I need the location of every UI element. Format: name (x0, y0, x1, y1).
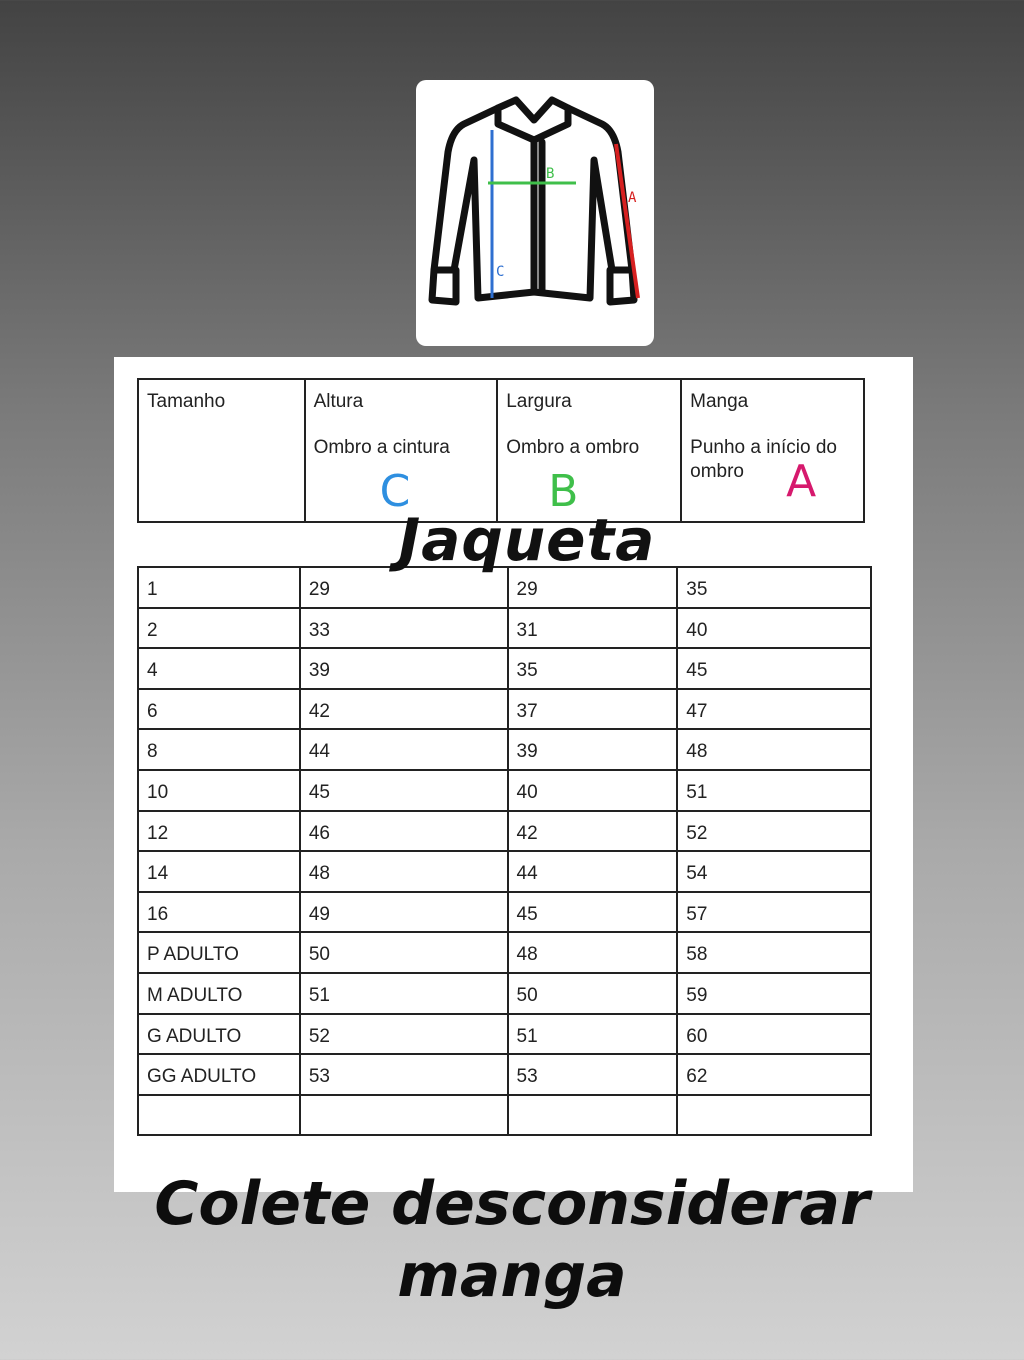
table-cell: 39 (508, 729, 678, 770)
table-cell: 52 (300, 1014, 508, 1055)
header-subtitle: Ombro a cintura (313, 437, 450, 458)
measure-label-c: C (496, 264, 505, 280)
table-cell: 4 (138, 648, 300, 689)
table-cell: 51 (508, 1014, 678, 1055)
table-row (138, 811, 871, 852)
table-cell: 53 (300, 1054, 508, 1095)
table-cell: 16 (138, 892, 300, 933)
footer-line-2: manga (397, 1241, 627, 1311)
table-cell: 12 (138, 811, 300, 852)
measure-label-a: A (628, 190, 637, 206)
table-cell: 29 (300, 567, 508, 608)
table-cell: 45 (677, 648, 871, 689)
table-cell: 62 (677, 1054, 871, 1095)
table-cell: 39 (300, 648, 508, 689)
header-title: Largura (506, 391, 572, 412)
page-title: Jaqueta (398, 506, 656, 574)
table-cell: 48 (300, 851, 508, 892)
table-cell (677, 1095, 871, 1136)
footer-note (0, 1168, 1024, 1312)
table-cell: 54 (677, 851, 871, 892)
table-cell: 45 (508, 892, 678, 933)
table-cell: GG ADULTO (138, 1054, 300, 1095)
size-chart-sheet (114, 357, 913, 1192)
table-cell: 35 (677, 567, 871, 608)
table-cell: 58 (677, 932, 871, 973)
table-cell (300, 1095, 508, 1136)
header-cell-size (138, 379, 305, 522)
table-cell: P ADULTO (138, 932, 300, 973)
table-cell: 35 (508, 648, 678, 689)
table-cell: 50 (300, 932, 508, 973)
table-cell: 48 (677, 729, 871, 770)
table-cell: 60 (677, 1014, 871, 1055)
table-cell: 50 (508, 973, 678, 1014)
table-cell: 52 (677, 811, 871, 852)
table-cell: 6 (138, 689, 300, 730)
table-cell: 42 (508, 811, 678, 852)
jacket-illustration-card (416, 80, 654, 346)
table-cell: 42 (300, 689, 508, 730)
table-cell: 47 (677, 689, 871, 730)
header-title: Tamanho (147, 391, 226, 412)
table-cell: 48 (508, 932, 678, 973)
table-cell: 45 (300, 770, 508, 811)
table-cell (138, 1095, 300, 1136)
header-cell-height (305, 379, 498, 522)
table-cell: 53 (508, 1054, 678, 1095)
table-row (138, 892, 871, 933)
table-cell: 59 (677, 973, 871, 1014)
table-row (138, 932, 871, 973)
header-subtitle: Ombro a ombro (506, 437, 640, 458)
table-cell (508, 1095, 678, 1136)
table-row (138, 1014, 871, 1055)
table-cell: 2 (138, 608, 300, 649)
measure-line-a (616, 144, 638, 298)
table-cell: 1 (138, 567, 300, 608)
size-data-table (137, 566, 872, 1136)
table-cell: 51 (300, 973, 508, 1014)
header-cell-width (497, 379, 681, 522)
table-cell: 29 (508, 567, 678, 608)
table-cell: 10 (138, 770, 300, 811)
table-cell: M ADULTO (138, 973, 300, 1014)
table-cell: 44 (300, 729, 508, 770)
table-row (138, 689, 871, 730)
table-row (138, 729, 871, 770)
table-row (138, 1054, 871, 1095)
jacket-icon (416, 80, 654, 346)
table-cell: 49 (300, 892, 508, 933)
table-cell: 46 (300, 811, 508, 852)
table-cell: 44 (508, 851, 678, 892)
header-subtitle: Punho a início do ombro (690, 437, 837, 482)
measurement-header-table (137, 378, 865, 523)
table-cell: 31 (508, 608, 678, 649)
header-title: Manga (690, 391, 749, 412)
measure-letter-c: C (379, 466, 411, 517)
table-row (138, 770, 871, 811)
table-cell: 40 (508, 770, 678, 811)
measure-label-b: B (546, 166, 555, 182)
measure-letter-b: B (548, 466, 579, 517)
table-cell: 8 (138, 729, 300, 770)
table-row (138, 973, 871, 1014)
measure-letter-a: A (786, 456, 817, 507)
table-row (138, 648, 871, 689)
table-cell: 37 (508, 689, 678, 730)
table-cell: 33 (300, 608, 508, 649)
header-cell-sleeve (681, 379, 864, 522)
footer-line-1: Colete desconsiderar (154, 1169, 870, 1239)
table-row (138, 608, 871, 649)
table-cell: G ADULTO (138, 1014, 300, 1055)
header-title: Altura (313, 391, 364, 412)
table-row (138, 1095, 871, 1136)
table-cell: 40 (677, 608, 871, 649)
table-cell: 14 (138, 851, 300, 892)
table-row (138, 851, 871, 892)
table-cell: 57 (677, 892, 871, 933)
table-cell: 51 (677, 770, 871, 811)
